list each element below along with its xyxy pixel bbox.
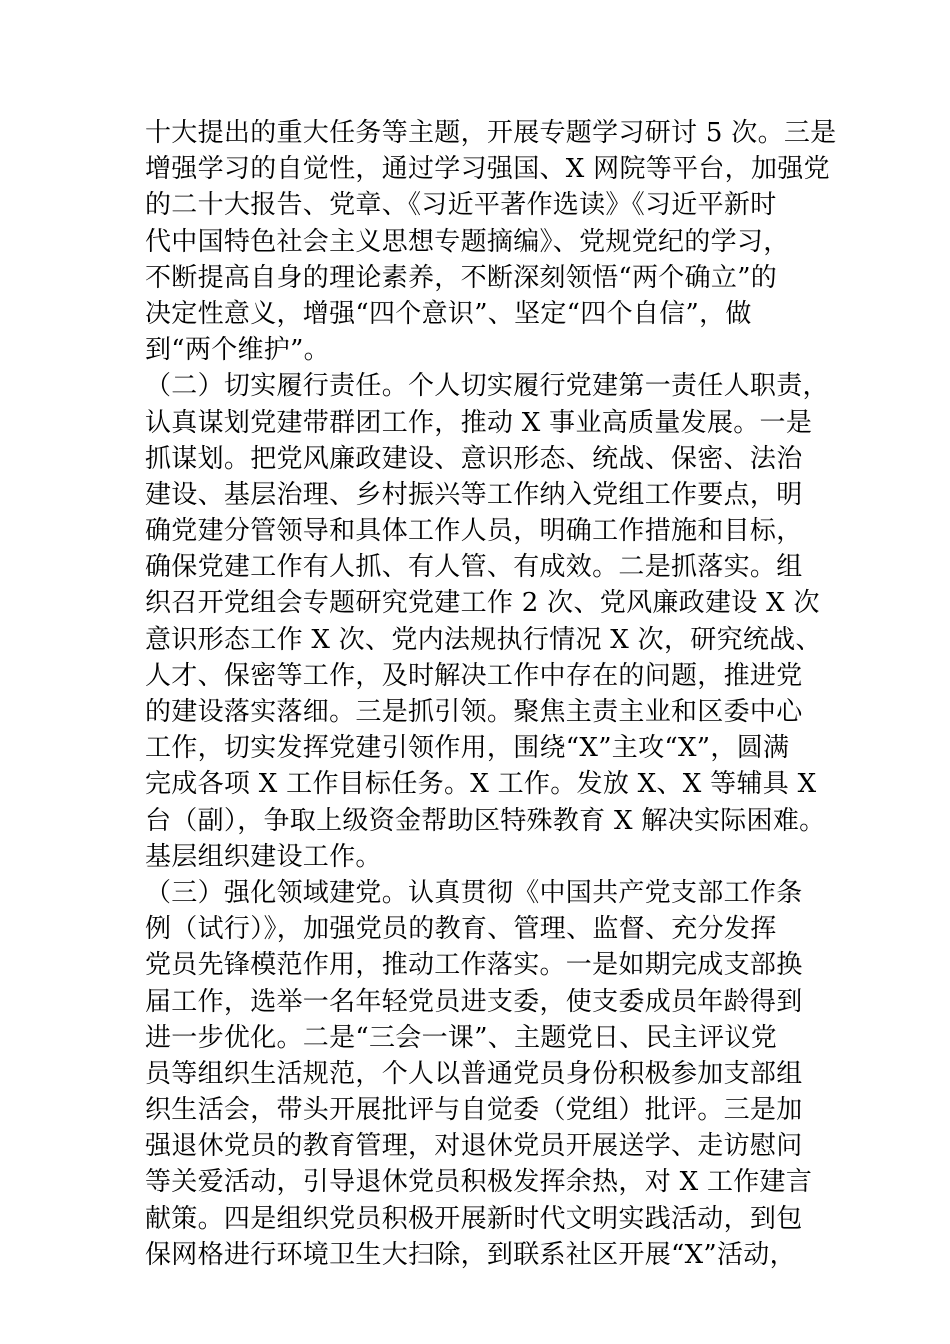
text-line: 代中国特色社会主义思想专题摘编》、党规党纪的学习， xyxy=(145,226,790,257)
text-line: 台（副），争取上级资金帮助区特殊教育 X 解决实际困难。 xyxy=(145,805,826,836)
text-line: 决定性意义，增强“四个意识”、坚定“四个自信”，做 xyxy=(145,298,752,329)
text-line: 员等组织生活规范，个人以普通党员身份积极参加支部组 xyxy=(145,1058,803,1089)
body-text xyxy=(145,115,837,1273)
text-line: 的建设落实落细。三是抓引领。聚焦主责主业和区委中心 xyxy=(145,697,803,727)
text-line: 抓谋划。把党风廉政建设、意识形态、统战、保密、法治 xyxy=(145,443,803,474)
text-line: 十大提出的重大任务等主题，开展专题学习研讨 5 次。三是 xyxy=(145,118,837,148)
text-line: 确保党建工作有人抓、有人管、有成效。二是抓落实。组 xyxy=(145,552,803,583)
text-line: 确党建分管领导和具体工作人员，明确工作措施和目标， xyxy=(145,516,803,547)
text-line: 织生活会，带头开展批评与自觉委（党组）批评。三是加 xyxy=(145,1095,803,1126)
text-line: 保网格进行环境卫生大扫除，到联系社区开展“X”活动， xyxy=(145,1239,796,1270)
text-line: 完成各项 X 工作目标任务。X 工作。发放 X、X 等辅具 X xyxy=(145,769,817,800)
text-line: 人才、保密等工作，及时解决工作中存在的问题，推进党 xyxy=(145,660,803,691)
text-line: 献策。四是组织党员积极开展新时代文明实践活动，到包 xyxy=(145,1203,803,1234)
text-line: 认真谋划党建带群团工作，推动 X 事业高质量发展。一是 xyxy=(145,407,813,438)
text-line: 意识形态工作 X 次、党内法规执行情况 X 次，研究统战、 xyxy=(145,624,822,655)
section-heading-line: （二）切实履行责任。个人切实履行党建第一责任人职责， xyxy=(145,371,829,402)
text-line: 例（试行）》，加强党员的教育、管理、监督、充分发挥 xyxy=(145,914,777,945)
text-line: 基层组织建设工作。 xyxy=(145,841,382,872)
text-line: 织召开党组会专题研究党建工作 2 次、党风廉政建设 X 次 xyxy=(145,588,820,619)
text-line: 党员先锋模范作用，推动工作落实。一是如期完成支部换 xyxy=(145,950,803,981)
text-line: 的二十大报告、党章、《习近平著作选读》《习近平新时 xyxy=(145,190,777,221)
section-heading-line: （三）强化领域建党。认真贯彻《中国共产党支部工作条 xyxy=(145,877,803,908)
text-line: 不断提高自身的理论素养，不断深刻领悟“两个确立”的 xyxy=(145,262,778,293)
text-line: 等关爱活动，引导退休党员积极发挥余热，对 X 工作建言 xyxy=(145,1167,813,1198)
text-line: 工作，切实发挥党建引领作用，围绕“X”主攻“X”，圆满 xyxy=(145,733,790,764)
text-line: 到“两个维护”。 xyxy=(145,335,330,366)
text-line: 增强学习的自觉性，通过学习强国、X 网院等平台，加强党 xyxy=(145,154,830,185)
text-line: 届工作，选举一名年轻党员进支委，使支委成员年龄得到 xyxy=(145,986,803,1017)
text-line: 建设、基层治理、乡村振兴等工作纳入党组工作要点，明 xyxy=(145,479,803,510)
text-line: 进一步优化。二是“三会一课”、主题党日、民主评议党 xyxy=(145,1022,778,1053)
text-line: 强退休党员的教育管理，对退休党员开展送学、走访慰问 xyxy=(145,1131,803,1162)
